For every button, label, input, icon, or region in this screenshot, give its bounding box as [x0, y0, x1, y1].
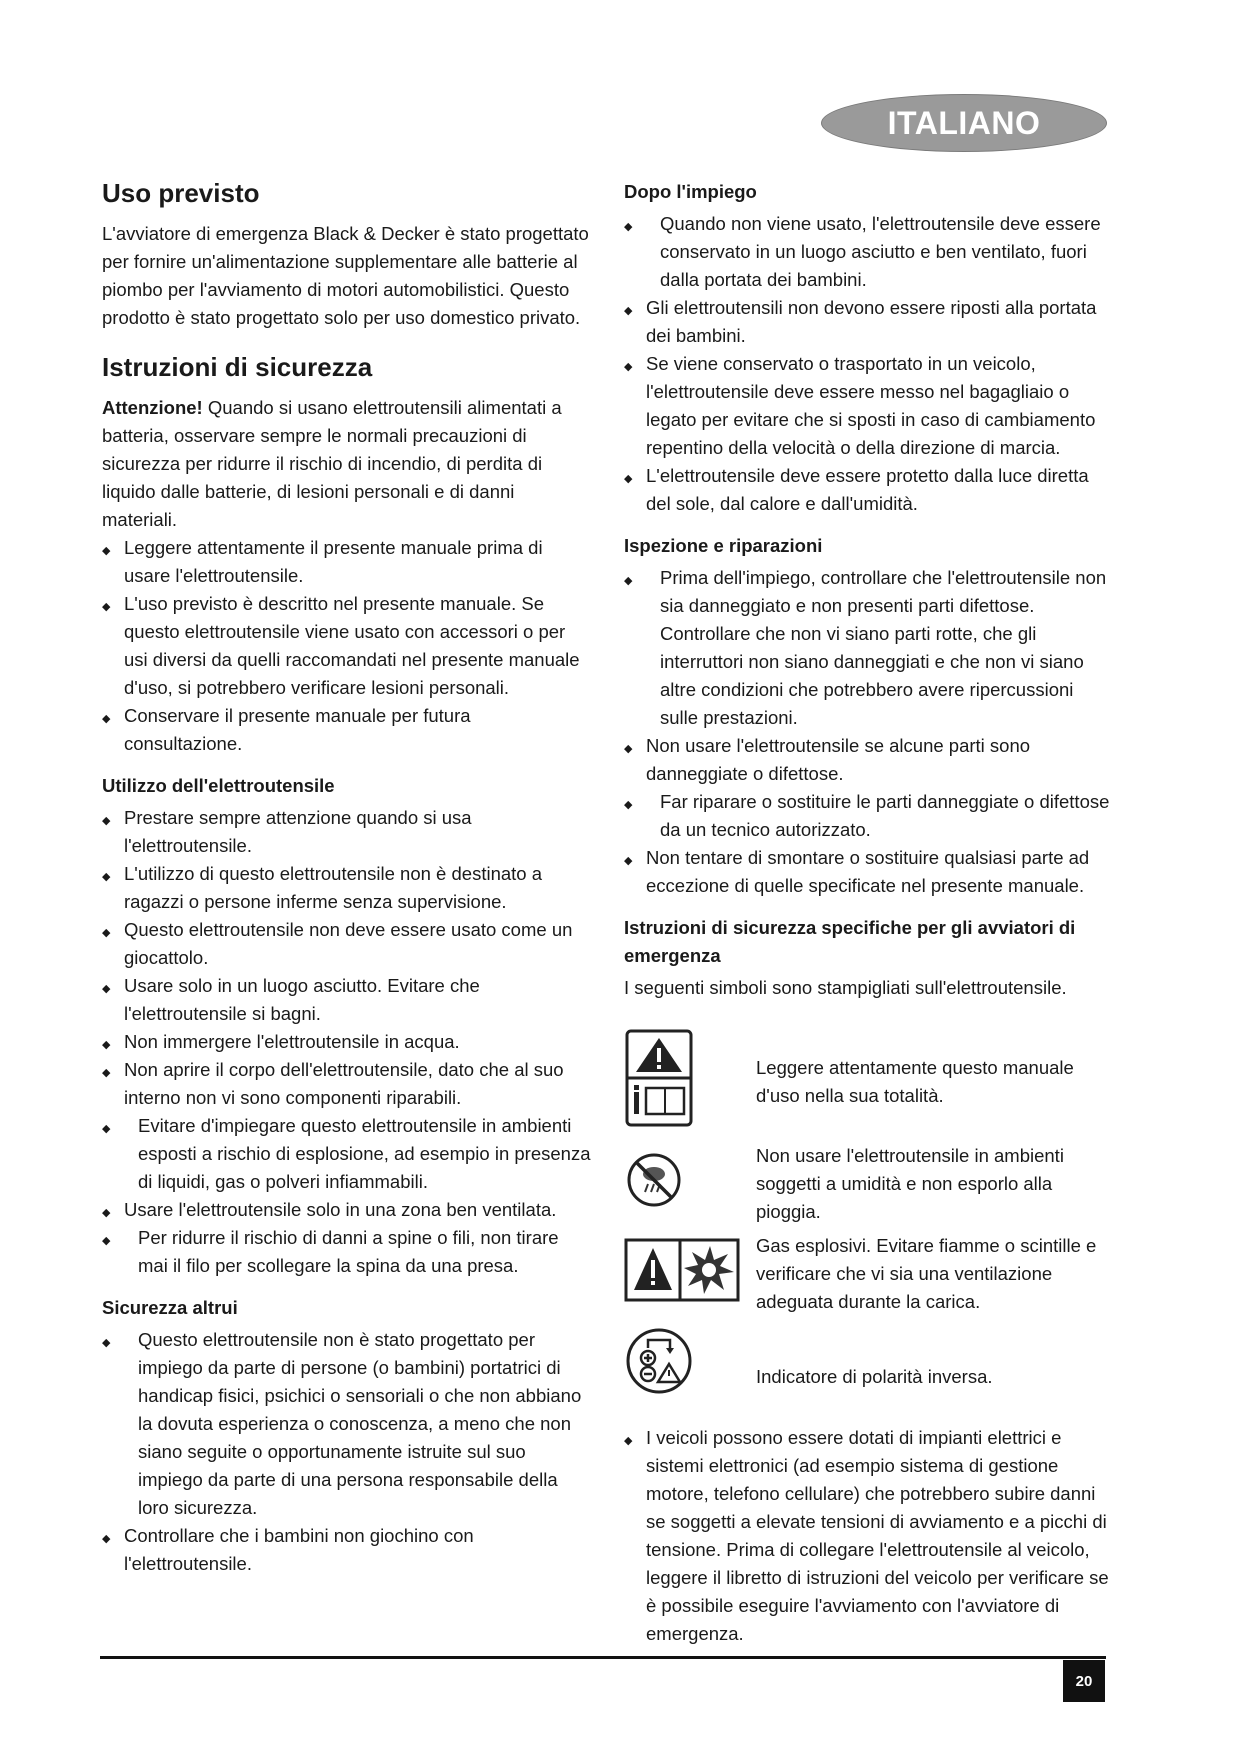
symbol-row — [624, 1326, 1114, 1404]
list-item: ◆ Leggere attentamente il presente manuale prima di usare l'elettroutensile. — [102, 534, 592, 590]
list-item: ◆ I veicoli possono essere dotati di impianti elettrici e sistemi elettronici (ad esempio sistema di gestione motore, telefono cellulare) che potrebbero subire danni se soggetti a elevate tensioni di avviamento e a picchi di tensione. Prima di collegare l'elettroutensile al veicolo, leggere il libretto di istruzioni del veicolo per verificare se è possibile eseguire l'avviamento con l'avviatore di emergenza. — [624, 1424, 1114, 1648]
vehicle-warning-list — [624, 1424, 1114, 1648]
sicurezza-altrui-heading: Sicurezza altrui — [102, 1297, 238, 1318]
left-column — [102, 176, 592, 1578]
list-item: ◆ Prestare sempre attenzione quando si usa l'elettroutensile. — [102, 804, 592, 860]
list-item: ◆ Gli elettroutensili non devono essere riposti alla portata dei bambini. — [624, 294, 1114, 350]
symbol-row — [624, 1028, 1114, 1136]
footer-rule — [100, 1656, 1106, 1659]
list-item: ◆ Conservare il presente manuale per futura consultazione. — [102, 702, 592, 758]
list-item: ◆ Per ridurre il rischio di danni a spine o fili, non tirare mai il filo per scollegare la spina da una presa. — [102, 1224, 592, 1280]
list-item: ◆ Non immergere l'elettroutensile in acqua. — [102, 1028, 592, 1056]
list-item: ◆ Controllare che i bambini non giochino con l'elettroutensile. — [102, 1522, 592, 1578]
list-item: ◆ Non tentare di smontare o sostituire qualsiasi parte ad eccezione di quelle specificate nel presente manuale. — [624, 844, 1114, 900]
list-item: ◆ L'utilizzo di questo elettroutensile non è destinato a ragazzi o persone inferme senza supervisione. — [102, 860, 592, 916]
uso-previsto-heading: Uso previsto — [102, 178, 260, 208]
list-item: ◆ L'elettroutensile deve essere protetto dalla luce diretta del sole, dal calore e dall'umidità. — [624, 462, 1114, 518]
specifiche-heading: Istruzioni di sicurezza specifiche per gli avviatori di emergenza — [624, 917, 1076, 966]
utilizzo-heading: Utilizzo dell'elettroutensile — [102, 775, 335, 796]
explosive-gas-icon — [624, 1238, 740, 1302]
no-rain-icon — [624, 1150, 684, 1210]
list-item: ◆ Usare l'elettroutensile solo in una zona ben ventilata. — [102, 1196, 592, 1224]
list-item: ◆ Quando non viene usato, l'elettroutensile deve essere conservato in un luogo asciutto e ben ventilato, fuori dalla portata dei bambini. — [624, 210, 1114, 294]
altrui-list — [102, 1326, 592, 1578]
symbol-caption: Non usare l'elettroutensile in ambienti soggetti a umidità e non esporlo alla pioggia. — [756, 1145, 1064, 1222]
dopo-impiego-heading: Dopo l'impiego — [624, 181, 757, 202]
list-item: ◆ Far riparare o sostituire le parti danneggiate o difettose da un tecnico autorizzato. — [624, 788, 1114, 844]
list-item: ◆ Usare solo in un luogo asciutto. Evitare che l'elettroutensile si bagni. — [102, 972, 592, 1028]
list-item: ◆ Se viene conservato o trasportato in un veicolo, l'elettroutensile deve essere messo nel bagagliaio o legato per evitare che si sposti in caso di cambiamento repentino della velocità o della direzione di marcia. — [624, 350, 1114, 462]
warning-label: Attenzione! — [102, 397, 203, 418]
right-column — [624, 178, 1114, 1648]
istruzioni-list — [102, 534, 592, 758]
symbol-caption: Leggere attentamente questo manuale d'uso nella sua totalità. — [756, 1057, 1074, 1106]
specifiche-text: I seguenti simboli sono stampigliati sull'elettroutensile. — [624, 977, 1067, 998]
list-item: ◆ Non usare l'elettroutensile se alcune parti sono danneggiate o difettose. — [624, 732, 1114, 788]
page-number: 20 — [1063, 1660, 1105, 1702]
symbol-row — [624, 1232, 1114, 1316]
ispezione-list — [624, 564, 1114, 900]
list-item: ◆ Evitare d'impiegare questo elettroutensile in ambienti esposti a rischio di esplosione, ad esempio in presenza di liquidi, gas o polveri infiammabili. — [102, 1112, 592, 1196]
uso-previsto-text: L'avviatore di emergenza Black & Decker è stato progettato per fornire un'alimentazione supplementare alle batterie al piombo per l'avviamento di motori automobilistici. Questo prodotto è stato progettato solo per uso domestico privato. — [102, 223, 589, 328]
warning-text: Quando si usano elettroutensili alimentati a batteria, osservare sempre le normali precauzioni di sicurezza per ridurre il rischio di incendio, di perdita di liquido dalle batterie, di lesioni personali e di danni materiali. — [102, 397, 562, 530]
istruzioni-sicurezza-heading: Istruzioni di sicurezza — [102, 352, 373, 382]
dopo-list — [624, 210, 1114, 518]
read-manual-icon — [624, 1028, 694, 1128]
symbol-caption: Gas esplosivi. Evitare fiamme o scintille e verificare che vi sia una ventilazione adeguata durante la carica. — [756, 1235, 1097, 1312]
symbol-caption: Indicatore di polarità inversa. — [756, 1366, 993, 1387]
warning-paragraph — [102, 394, 592, 534]
list-item: ◆ Questo elettroutensile non deve essere usato come un giocattolo. — [102, 916, 592, 972]
list-item: ◆ Prima dell'impiego, controllare che l'elettroutensile non sia danneggiato e non presenti parti difettose. Controllare che non vi siano parti rotte, che gli interruttori non siano danneggiati e che non vi siano altre condizioni che potrebbero avere ripercussioni sulle prestazioni. — [624, 564, 1114, 732]
symbol-row — [624, 1142, 1114, 1226]
language-tab: ITALIANO — [822, 95, 1106, 151]
list-item: ◆ Non aprire il corpo dell'elettroutensile, dato che al suo interno non vi sono componenti riparabili. — [102, 1056, 592, 1112]
utilizzo-list — [102, 804, 592, 1280]
list-item: ◆ L'uso previsto è descritto nel presente manuale. Se questo elettroutensile viene usato con accessori o per usi diversi da quelli raccomandati nel presente manuale d'uso, si potrebbero verificare lesioni personali. — [102, 590, 592, 702]
list-item: ◆ Questo elettroutensile non è stato progettato per impiego da parte di persone (o bambini) portatrici di handicap fisici, psichici o sensoriali o che non abbiano la dovuta esperienza o conoscenza, a meno che non siano seguite o opportunamente istruite sul suo impiego da parte di una persona responsabile della loro sicurezza. — [102, 1326, 592, 1522]
ispezione-heading: Ispezione e riparazioni — [624, 535, 823, 556]
reverse-polarity-icon — [624, 1326, 694, 1396]
